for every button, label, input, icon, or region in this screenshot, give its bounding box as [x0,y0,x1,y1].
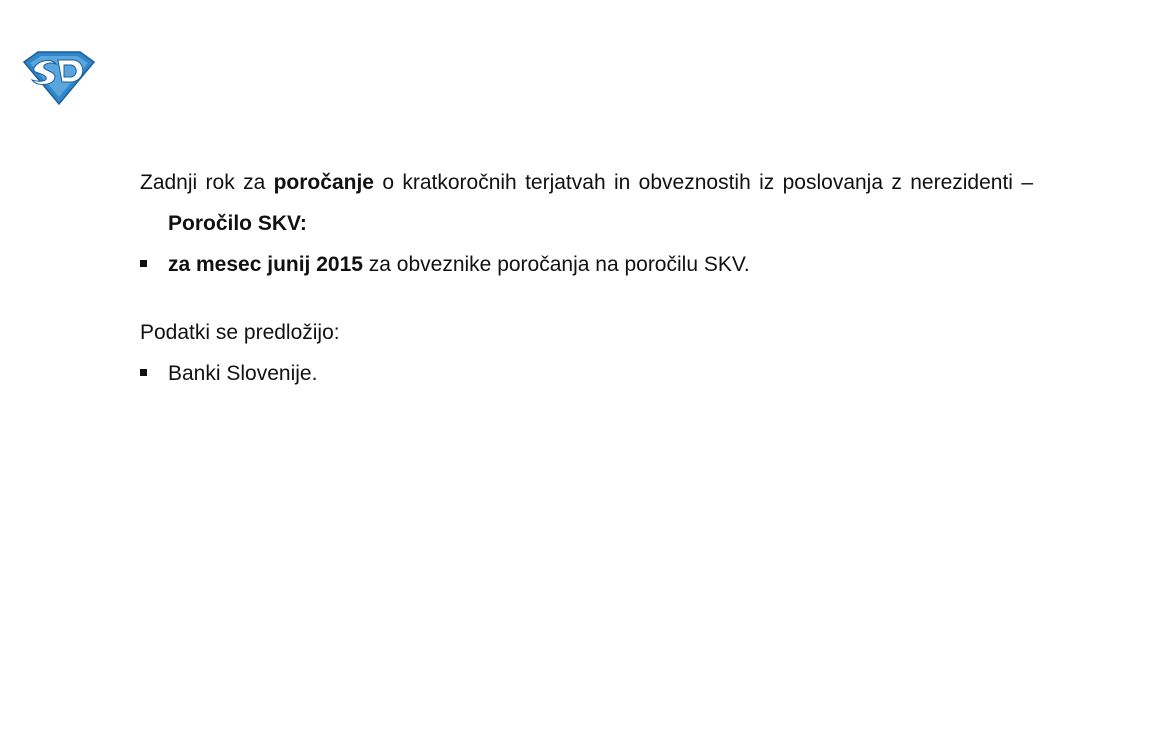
section2-bullet-list [140,353,1033,394]
sd-logo [22,48,96,106]
section2-intro: Podatki se predložijo: [140,321,340,344]
square-bullet-icon [140,260,147,267]
document-body [140,162,1033,394]
intro-bold-1: poročanje [273,171,374,194]
bullet-bold-text: za mesec junij 2015 [168,253,363,276]
section1-intro [140,162,1033,244]
intro-text-1: Zadnji rok za [140,171,274,194]
sd-diamond-logo-icon [22,48,96,106]
list-item [140,244,1033,285]
bullet-text: Banki Slovenije. [168,362,318,385]
square-bullet-icon [140,369,147,376]
list-item [140,353,1033,394]
bullet-text: za obveznike poročanja na poročilu SKV. [362,253,750,276]
intro-bold-2: Poročilo SKV: [168,212,307,235]
spacer [140,285,1033,312]
intro-text-2: o kratkoročnih terjatvah in obveznostih iz poslovanja z nerezidenti – [373,171,1033,194]
section1-bullet-list [140,244,1033,285]
